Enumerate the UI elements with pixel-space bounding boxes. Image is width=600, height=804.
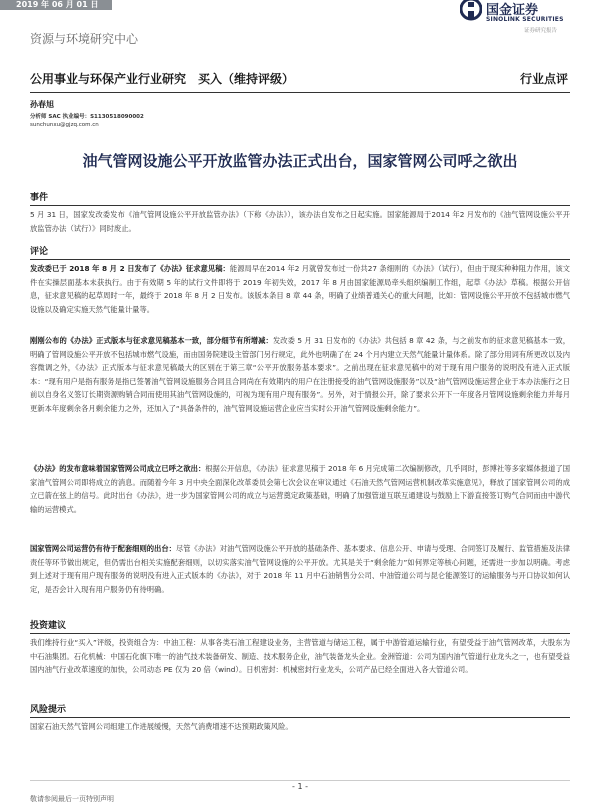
paragraph-body: 能源局早在2014 年2 月就曾发布过一份共27 条细则的《办法》（试行），但由于现实种种阻力作用，该文件在实操层面基本未获执行。由于有效期 5 年的试行文件即将于 2019 年初失效，2017 年 8 月由国家能源局牵头组织编制工作组，起草《办法》草稿。根据公开信息，征求意见稿的起草周时一年，最终于 2018 年 8 月 2 日发布。该版本条目 8 章 44 条，明确了业绩普通关心的重大问题，比如：管网设施公平开放不包括城市燃气设施以及确定实施天然气能量计量等。 [30,264,570,314]
logo-sub-text: 证券研究报告 [524,28,558,34]
paragraph-comment-4 [30,542,570,596]
header-divider [30,92,570,93]
paragraph-lead: 刚刚公布的《办法》正式版本与征求意见稿基本一致，部分细节有所增减： [30,336,273,345]
section-heading-comment: 评论 [30,244,570,260]
report-title: 油气管网设施公平开放监管办法正式出台，国家管网公司呼之欲出 [82,152,518,170]
section-comment [30,244,570,260]
paragraph-body: 根据公开信息，《办法》征求意见稿于 2018 年 6 月完成第二次编制修改，几乎同时，彭博社等多家媒体报道了国家油气管网公司即将成立的消息。而随着今年 3 月中央全面深化改革委员会第七次会议在审议通过《石油天然气管网运营机制改革实施意见》，释放了国家管网公司的成立已箭在弦上的信号。此时出台《办法》，进一步为国家管网公司的成立与运营奠定政策基础，明确了加强管道互联互通建设与鼓励上下游直接签订购气合同而由中游代输的运营模式。 [30,464,570,514]
sinolink-logo [460,0,590,38]
paragraph-lead: 我们维持行业“买入”评级，投资组合为： [30,638,164,647]
paragraph-body: 中油工程：从事各类石油工程建设业务，主营管道与储运工程，属于中游管道运输行业，有望受益于油气管网改革，大股东为中石油集团。石化机械：中国石化旗下唯一的油气技术装备研发、制造、技术服务企业，油气装备龙头企业。金洲管道：公司为国内油气管道行业龙头之一，也有望受益国内油气行业改革速度的加快，公司动态 PE 仅为 20 倍（wind）。日机密封：机械密封行业龙头，公司产品已经全面进入各大管道公司。 [30,638,571,675]
section-advice [30,618,570,634]
paragraph-body: 发改委 5 月 31 日发布的《办法》共包括 8 章 42 条，与之前发布的征求意见稿基本一致，明确了管网设施公平开放不包括城市燃气设施，而由国务院建设主管部门另行规定，此外也明确了在 24 个月内建立天然气能量计量体系。除了部分用词有所更改以及内容微调之外，《办法》正式版本与征求意见稿最大的区别在于第三章“公平开放服务基本要求”。之前出现在征求意见稿中的对于现有用户服务的说明没有进入正式版本：“现有用户是指有服务是指已签署油气管网设施服务合同且合同尚在有效期内的用户在注册接受的油气管网设施服务”以及“油气管网设施运营企业于本办法施行之日前以自身名义签订长期资源购销合同而使用其油气管网设施的，可视为现有用户现有服务”。另外，对于情报公开，除了要求公开下一年度各月管网设施剩余能力并每月更新本年度剩余各月剩余能力之外，还加入了“具备条件的，油气管网设施运营企业应当实时公开油气管网设施剩余能力”。 [30,336,570,413]
section-event [30,190,570,206]
report-type: 行业点评 [519,72,568,86]
author-cert: 分析师 SAC 执业编号：S1130518090002 [30,114,144,120]
paragraph-comment-3 [30,462,570,516]
paragraph-lead: 国家管网公司运营仍有待于配套细则的出台： [30,544,176,553]
sinolink-logo-icon [460,0,482,22]
report-date: 2019 年 06 月 01 日 [0,0,112,10]
footer-note: 敬请参阅最后一页特别声明 [30,795,114,803]
author-email[interactable]: sunchunxu@gjzq.com.cn [30,122,99,128]
paragraph-advice [30,636,570,677]
paragraph-comment-1 [30,262,570,316]
section-heading-risk: 风险提示 [30,702,570,718]
paragraph-risk: 国家石油天然气管网公司组建工作进展缓慢，天然气消费增速不达预期政策风险。 [30,722,293,731]
section-heading-advice: 投资建议 [30,618,570,634]
section-heading-event: 事件 [30,190,570,206]
section-risk [30,702,570,718]
paragraph-event: 5 月 31 日，国家发改委发布《油气管网设施公平开放监管办法》（下称《办法》），该办法自发布之日起实施。国家能源局于2014 年2 月发布的《油气管网设施公平开放监管办法（试行）》同时废止。 [30,210,570,233]
logo-en-text: SINOLINK SECURITIES [486,16,564,23]
industry-title: 公用事业与环保产业行业研究 买入（维持评级） [30,72,295,86]
paragraph-body: 尽管《办法》对油气管网设施公平开放的基础条件、基本要求、信息公开、申请与受理、合同签订及履行、监管措施及法律责任等环节做出规定，但仍需出台相关实施配套细则，以切实落实油气管网设施的公平开放。尤其是关于“剩余能力”如何界定等核心问题，还需进一步加以明确。考虑到上述对于现有用户现有服务的说明没有进入正式版本的《办法》，对于 2018 年 11 月中石油销售分公司、中油管道公司与昆仑能源签订的运输服务与开口协议如何认定，是否会计入现有用户服务仍有待明确。 [30,544,571,594]
author-name: 孙春旭 [30,100,54,109]
paragraph-lead: 《办法》的发布意味着国家管网公司成立已呼之欲出： [30,464,206,473]
paragraph-comment-2 [30,334,570,416]
footer-divider [30,780,570,781]
research-center-name: 资源与环境研究中心 [30,32,139,46]
header-row [30,70,570,90]
paragraph-lead: 发改委已于 2018 年 8 月 2 日发布了《办法》征求意见稿： [30,264,230,273]
page-number: - 1 - [292,782,308,791]
logo-cn-text: 国金证券 [486,3,539,18]
